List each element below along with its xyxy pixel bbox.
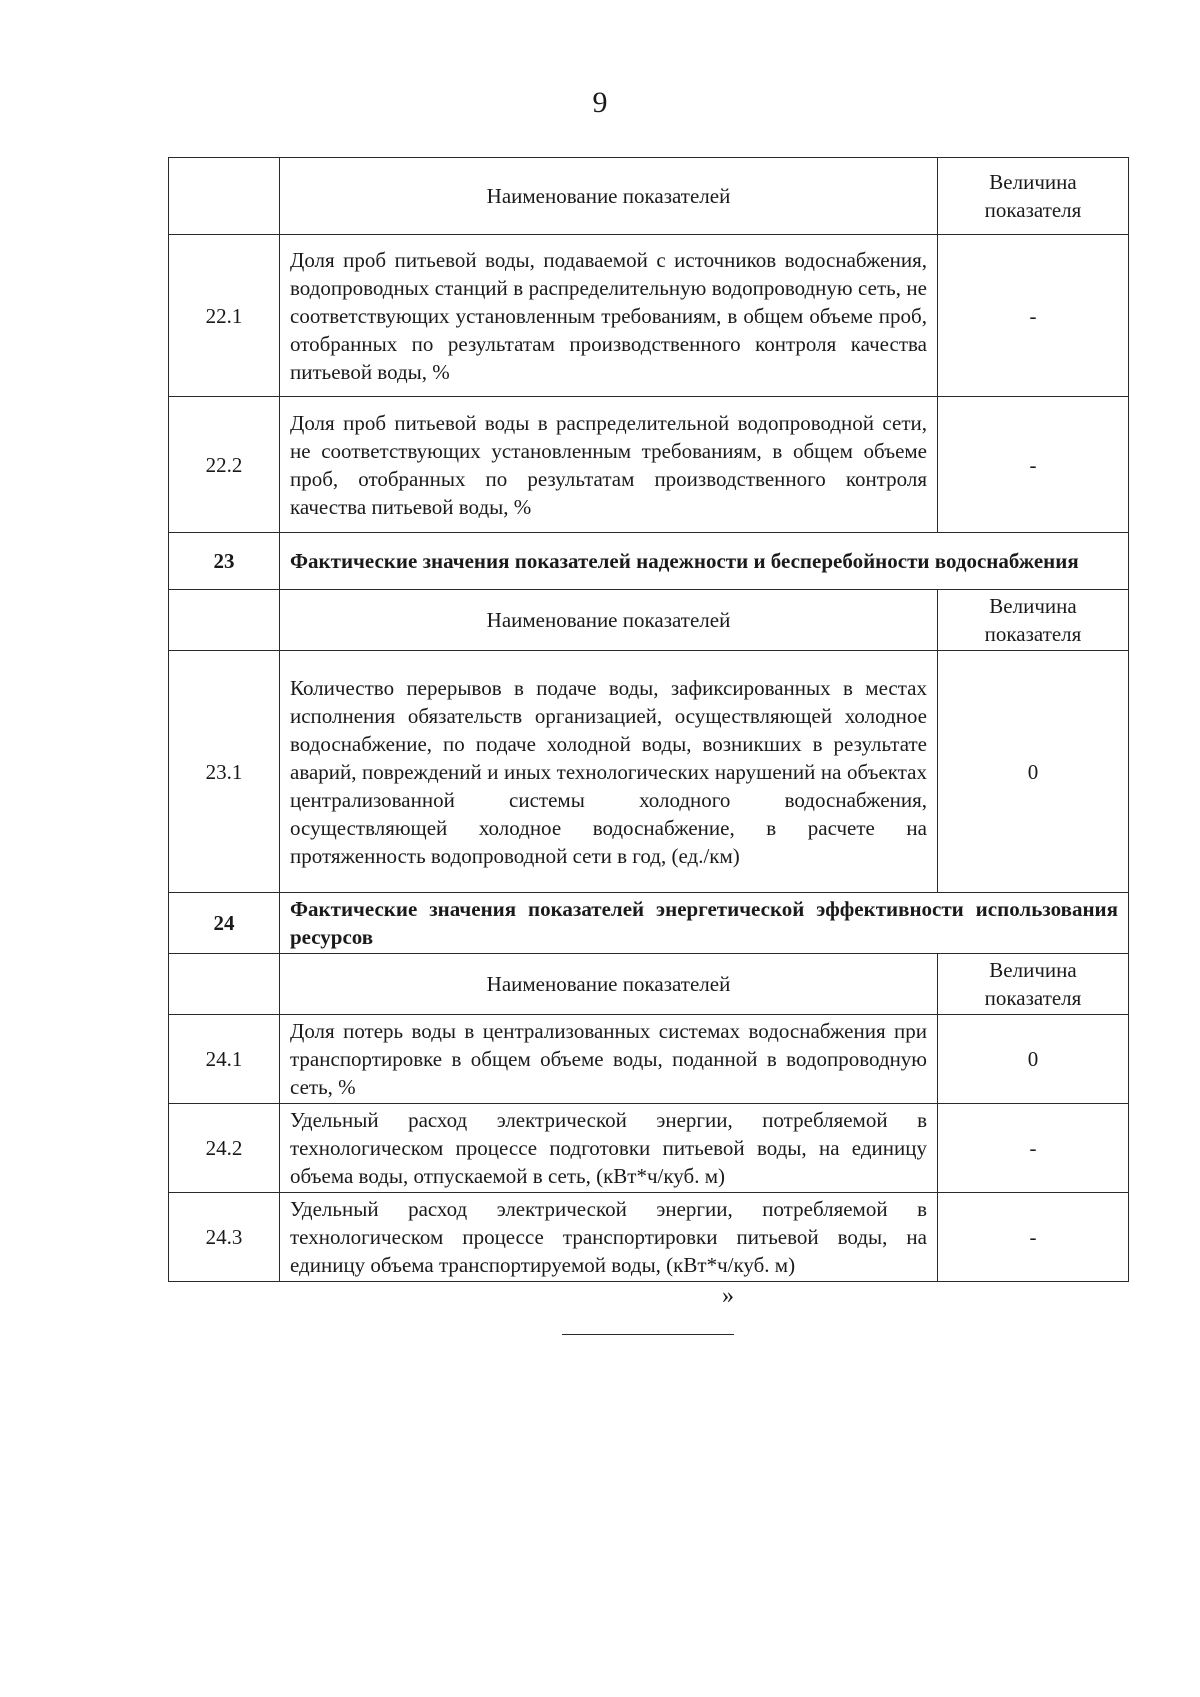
row-number: 24.3 [169, 1193, 280, 1282]
indicator-value: 0 [938, 651, 1129, 893]
closing-quote: » [722, 1283, 734, 1309]
table-row [169, 1193, 1129, 1282]
row-number: 24.1 [169, 1015, 280, 1104]
indicator-value: 0 [938, 1015, 1129, 1104]
page-number: 9 [592, 86, 608, 119]
indicator-name: Доля проб питьевой воды в распределительной водопроводной сети, не соответствующих установленным требованиям, в общем объеме проб, отобранных по результатам производственного контроля качества питьевой воды, % [280, 397, 938, 533]
header-name-cell: Наименование показателей [280, 158, 938, 235]
row-number: 22.2 [169, 397, 280, 533]
indicator-name: Удельный расход электрической энергии, потребляемой в технологическом процессе транспортировки питьевой воды, на единицу объема транспортируемой воды, (кВт*ч/куб. м) [280, 1193, 938, 1282]
header-name-cell: Наименование показателей [280, 590, 938, 651]
row-number: 24.2 [169, 1104, 280, 1193]
header-value-cell: Величина показателя [938, 158, 1129, 235]
table-row [169, 1104, 1129, 1193]
header-number-cell [169, 954, 280, 1015]
indicator-name: Количество перерывов в подаче воды, зафиксированных в местах исполнения обязательств организацией, осуществляющей холодное водоснабжение, по подаче холодной воды, возникших в результате аварий, повреждений и иных технологических нарушений на объектах централизованной системы холодного водоснабжения, осуществляющей холодное водоснабжение, в расчете на протяженность водопроводной сети в год, (ед./км) [280, 651, 938, 893]
table-subheader-row [169, 954, 1129, 1015]
table-row [169, 1015, 1129, 1104]
table-subheader-row [169, 590, 1129, 651]
indicator-name: Доля потерь воды в централизованных системах водоснабжения при транспортировке в общем объеме воды, поданной в водопроводную сеть, % [280, 1015, 938, 1104]
header-number-cell [169, 158, 280, 235]
indicator-value: - [938, 1193, 1129, 1282]
indicator-value: - [938, 397, 1129, 533]
row-number: 23.1 [169, 651, 280, 893]
section-title: Фактические значения показателей надежности и бесперебойности водоснабжения [280, 533, 1129, 590]
indicator-name: Доля проб питьевой воды, подаваемой с источников водоснабжения, водопроводных станций в распределительную водопроводную сеть, не соответствующих установленным требованиям, в общем объеме проб, отобранных по результатам производственного контроля качества питьевой воды, % [280, 235, 938, 397]
header-value-cell: Величина показателя [938, 954, 1129, 1015]
indicator-value: - [938, 1104, 1129, 1193]
table-row [169, 397, 1129, 533]
indicator-value: - [938, 235, 1129, 397]
section-number: 23 [169, 533, 280, 590]
header-value-cell: Величина показателя [938, 590, 1129, 651]
indicators-table [168, 157, 1129, 1282]
section-row [169, 893, 1129, 954]
header-number-cell [169, 590, 280, 651]
table-row [169, 235, 1129, 397]
section-row [169, 533, 1129, 590]
footer-divider [562, 1334, 734, 1335]
header-name-cell: Наименование показателей [280, 954, 938, 1015]
row-number: 22.1 [169, 235, 280, 397]
section-number: 24 [169, 893, 280, 954]
indicator-name: Удельный расход электрической энергии, потребляемой в технологическом процессе подготовки питьевой воды, на единицу объема воды, отпускаемой в сеть, (кВт*ч/куб. м) [280, 1104, 938, 1193]
section-title: Фактические значения показателей энергетической эффективности использования ресурсов [280, 893, 1129, 954]
table-row [169, 651, 1129, 893]
table-header-row [169, 158, 1129, 235]
